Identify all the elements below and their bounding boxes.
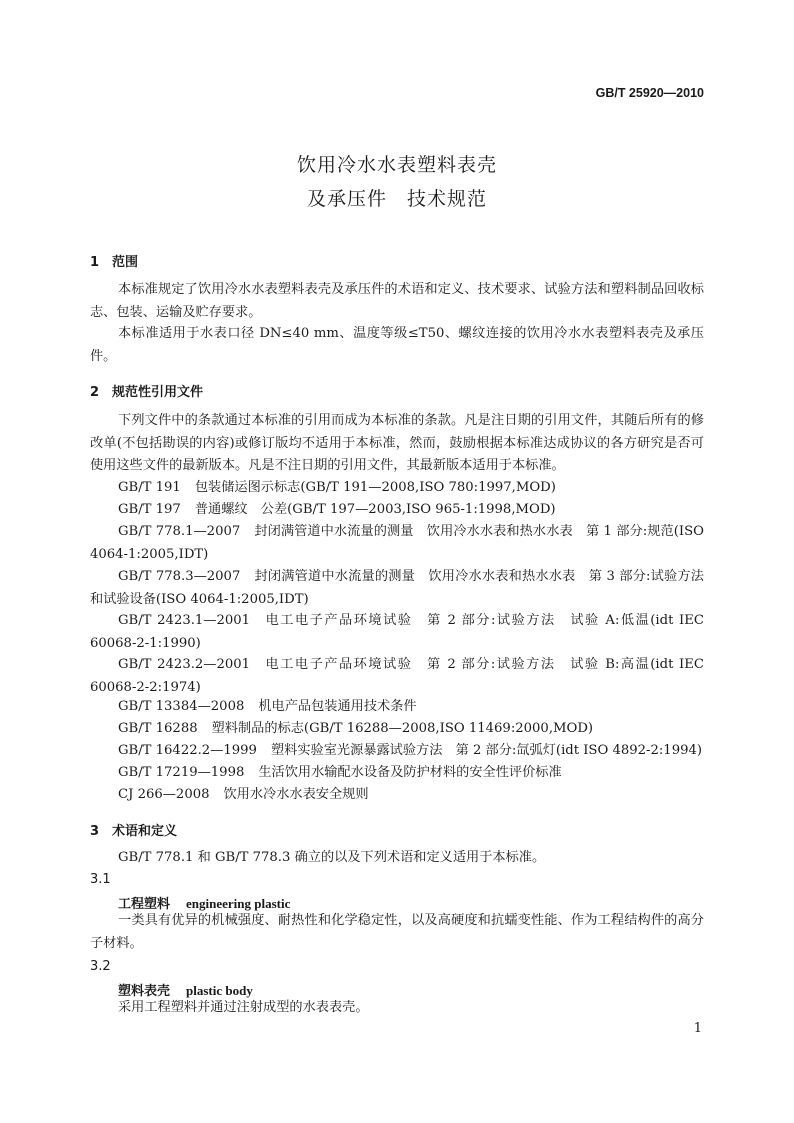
- reference-title: 封闭满管道中水流量的测量 饮用冷水水表和热水水表 第 1 部分:规范(ISO 4064-1:2005,IDT): [90, 524, 704, 562]
- reference-code: GB/T 17219—1998: [118, 765, 245, 780]
- term-english: plastic body: [186, 983, 253, 998]
- reference-title: 封闭满管道中水流量的测量 饮用冷水水表和热水水表 第 3 部分:试验方法和试验设备(ISO 4064-1:2005,IDT): [90, 569, 704, 607]
- term-english: engineering plastic: [186, 896, 291, 911]
- section-2-intro: 下列文件中的条款通过本标准的引用而成为本标准的条款。凡是注日期的引用文件，其随后所有的修改单(不包括勘误的内容)或修订版均不适用于本标准，然而，鼓励根据本标准达成协议的各方研究是否可使用这些文件的最新版本。凡是不注日期的引用文件，其最新版本适用于本标准。: [90, 413, 704, 473]
- section-1-paragraph-2: 本标准适用于水表口径 DN≤40 mm、温度等级≤T50、螺纹连接的饮用冷水水表塑料表壳及承压件。: [90, 326, 704, 364]
- reference-item: [90, 610, 704, 655]
- reference-code: CJ 266—2008: [118, 787, 210, 802]
- clause-number: 3.1: [90, 872, 111, 887]
- section-number: 3: [90, 824, 100, 839]
- reference-item: [90, 477, 704, 500]
- reference-item: [90, 499, 704, 522]
- reference-item: [90, 521, 704, 566]
- document-title-line1: 饮用冷水水表塑料表壳: [296, 154, 497, 176]
- reference-title: 电工电子产品环境试验 第 2 部分:试验方法 试验 B:高温(idt IEC 60068-2-2:1974): [90, 657, 704, 695]
- clause-number: 3.2: [90, 959, 111, 974]
- reference-title: 塑料实验室光源暴露试验方法 第 2 部分:氙弧灯(idt ISO 4892-2:1994): [270, 743, 703, 758]
- section-title: 规范性引用文件: [112, 385, 204, 400]
- term-chinese: 工程塑料: [118, 897, 171, 912]
- document-title-line2: 及承压件 技术规范: [306, 188, 487, 210]
- term-definition: 一类具有优异的机械强度、耐热性和化学稳定性，以及高硬度和抗蠕变性能、作为工程结构件的高分子材料。: [90, 913, 704, 951]
- reference-title: 普通螺纹 公差(GB/T 197—2003,ISO 965-1:1998,MOD): [194, 502, 556, 517]
- reference-code: GB/T 197: [118, 502, 181, 517]
- section-1-heading: [90, 251, 138, 270]
- section-title: 范围: [112, 255, 139, 270]
- reference-code: GB/T 2423.2—2001: [118, 657, 251, 672]
- reference-code: GB/T 16288: [118, 721, 198, 736]
- reference-code: GB/T 778.3—2007: [118, 569, 241, 584]
- standard-number: GB/T 25920—2010: [595, 86, 704, 100]
- reference-item: [90, 566, 704, 611]
- reference-title: 电工电子产品环境试验 第 2 部分:试验方法 试验 A:低温(idt IEC 60068-2-1:1990): [90, 613, 704, 651]
- section-1-paragraph-1: 本标准规定了饮用冷水水表塑料表壳及承压件的术语和定义、技术要求、试验方法和塑料制品回收标志、包装、运输及贮存要求。: [90, 282, 704, 320]
- reference-code: GB/T 13384—2008: [118, 699, 245, 714]
- reference-item: [90, 740, 704, 763]
- reference-item: [90, 654, 704, 699]
- page-number: 1: [693, 1021, 702, 1036]
- reference-item: [90, 718, 704, 741]
- reference-item: [90, 696, 704, 719]
- reference-code: GB/T 2423.1—2001: [118, 613, 251, 628]
- section-number: 2: [90, 385, 100, 400]
- reference-title: 塑料制品的标志(GB/T 16288—2008,ISO 11469:2000,MOD): [211, 721, 594, 736]
- term-chinese: 塑料表壳: [118, 984, 171, 999]
- reference-code: GB/T 778.1—2007: [118, 524, 241, 539]
- reference-item: [90, 762, 704, 785]
- section-2-heading: [90, 381, 203, 400]
- reference-item: [90, 784, 704, 807]
- reference-code: GB/T 191: [118, 480, 181, 495]
- reference-title: 生活饮用水输配水设备及防护材料的安全性评价标准: [258, 765, 562, 780]
- section-3-heading: [90, 820, 177, 839]
- term-definition: 采用工程塑料并通过注射成型的水表表壳。: [118, 1000, 369, 1015]
- reference-title: 包装储运图示标志(GB/T 191—2008,ISO 780:1997,MOD): [194, 480, 556, 495]
- reference-code: GB/T 16422.2—1999: [118, 743, 257, 758]
- section-number: 1: [90, 255, 100, 270]
- reference-title: 机电产品包装通用技术条件: [258, 699, 417, 714]
- section-3-intro: GB/T 778.1 和 GB/T 778.3 确立的以及下列术语和定义适用于本标准。: [118, 850, 546, 865]
- reference-title: 饮用水冷水水表安全规则: [223, 787, 369, 802]
- section-title: 术语和定义: [112, 824, 178, 839]
